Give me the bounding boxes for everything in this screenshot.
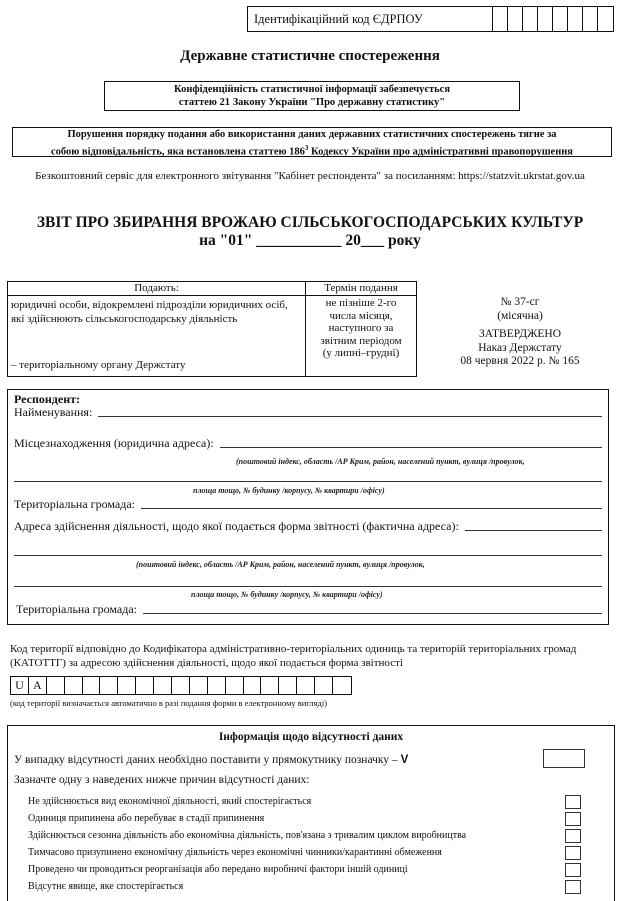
legal-address-input-line-2[interactable] — [14, 481, 602, 482]
katottg-code-field — [10, 676, 352, 695]
no-data-title: Інформація щодо відсутності даних — [218, 731, 404, 743]
actual-address-label: Адреса здійснення діяльності, щодо якої подається форма звітності (фактична адреса): — [14, 519, 459, 533]
address-hint: (поштовий індекс, область /АР Крим, район, населений пункт, вулиця /провулок, — [236, 457, 525, 466]
respondent-title: Респондент: — [14, 392, 80, 406]
reason-checkbox[interactable] — [565, 880, 581, 894]
katottg-cell[interactable] — [154, 677, 172, 694]
name-input-line[interactable] — [98, 415, 602, 417]
submit-to-text: – територіальному органу Держстату — [11, 359, 186, 371]
reason-checkbox[interactable] — [565, 795, 581, 809]
free-service-note: Безкоштовний сервіс для електронного звітування "Кабінет респондента" за посиланням: https://statzvit.ukrstat.gov.ua — [35, 170, 585, 182]
reason-label: Одиниця припинена або перебуває в стадії припинення — [28, 813, 265, 824]
deadline-line: (у липні–грудні) — [322, 347, 400, 359]
approved-label: ЗАТВЕРДЖЕНО — [478, 328, 562, 340]
edrpou-cell[interactable] — [583, 7, 598, 31]
form-periodicity: (місячна) — [497, 309, 543, 322]
reason-item — [28, 793, 588, 810]
katottg-description: Код території відповідно до Кодифікатора адміністративно-територіальних одиниць та територій територіальних громад (КАТОТТГ) за адресою здійснення діяльності, щодо якої подається форма звітності — [10, 643, 577, 669]
deadline-line: числа місяця, — [329, 309, 393, 322]
community-label-2: Територіальна громада: — [16, 602, 137, 616]
violation-line-2 — [13, 142, 611, 159]
katottg-cell[interactable] — [261, 677, 279, 694]
reasons-list — [28, 793, 588, 895]
reason-checkbox[interactable] — [565, 829, 581, 843]
violation-notice — [12, 127, 612, 157]
reason-label: Проведено чи проводиться реорганізація або передано виробничі фактори іншій одиниці — [28, 864, 408, 875]
edrpou-cell[interactable] — [523, 7, 538, 31]
actual-address-input-line[interactable] — [465, 529, 602, 531]
edrpou-cell[interactable] — [538, 7, 553, 31]
edrpou-cell[interactable] — [508, 7, 523, 31]
address-hint: площа тощо, № будинку /корпусу, № квартири /офісу) — [193, 486, 385, 495]
submitters-table — [7, 281, 417, 377]
katottg-cell[interactable] — [136, 677, 154, 694]
edrpou-cell[interactable] — [553, 7, 568, 31]
reason-checkbox[interactable] — [565, 846, 581, 860]
community-row-2 — [16, 602, 602, 617]
report-title-line-1: ЗВІТ ПРО ЗБИРАННЯ ВРОЖАЮ СІЛЬСЬКОГОСПОДАРСЬКИХ КУЛЬТУР — [36, 214, 584, 231]
katottg-cell-prefix: A — [29, 677, 47, 694]
reason-label: Тимчасово призупинено економічну діяльність через економічні чинники/карантинні обмеження — [28, 847, 442, 858]
community-row — [14, 497, 602, 512]
katottg-cell[interactable] — [118, 677, 136, 694]
violation-line-2-start: собою відповідальність, яка встановлена статтею 186 — [50, 146, 305, 157]
katottg-cell[interactable] — [83, 677, 101, 694]
approval-order: Наказ Держстату — [478, 341, 562, 354]
report-title-line-2: на "01" ___________ 20___ року — [199, 232, 421, 249]
violation-line-2-end: Кодексу України про адміністративні правопорушення — [308, 146, 573, 157]
table-row — [8, 296, 417, 377]
legal-address-input-line[interactable] — [220, 446, 602, 448]
reason-label: Здійснюється сезонна діяльність або економічна діяльність, пов'язана з тривалим циклом виробництва — [28, 830, 467, 841]
name-row — [14, 405, 602, 420]
reason-item — [28, 861, 588, 878]
no-data-section — [7, 725, 615, 901]
violation-line-1: Порушення порядку подання або використання даних державних статистичних спостережень тягне за — [67, 129, 557, 140]
katottg-note: (код території визначається автоматично в разі подання форми в електронному вигляді) — [10, 698, 328, 708]
reason-item — [28, 844, 588, 861]
report-title — [0, 214, 620, 250]
reason-item — [28, 827, 588, 844]
katottg-cell[interactable] — [172, 677, 190, 694]
confidentiality-line-1: Конфіденційність статистичної інформації забезпечується — [173, 84, 450, 95]
katottg-cell[interactable] — [279, 677, 297, 694]
katottg-cell[interactable] — [315, 677, 333, 694]
katottg-cell[interactable] — [226, 677, 244, 694]
header-deadline: Термін подання — [306, 282, 417, 296]
legal-address-row — [14, 436, 602, 451]
deadline-line: наступного за — [328, 322, 394, 334]
reasons-title: Зазначте одну з наведених нижче причин відсутності даних: — [14, 774, 310, 786]
edrpou-code-field — [247, 6, 614, 32]
no-data-mark-instruction — [14, 754, 408, 766]
violation-sup: 3 — [304, 143, 309, 152]
katottg-cell[interactable] — [47, 677, 65, 694]
actual-address-input-line-2[interactable] — [14, 555, 602, 556]
katottg-cell[interactable] — [190, 677, 208, 694]
katottg-cell[interactable] — [244, 677, 262, 694]
deadline-cell — [306, 296, 417, 377]
actual-address-row — [14, 519, 602, 534]
reason-label: Не здійснюється вид економічної діяльності, який спостерігається — [28, 796, 312, 807]
mark-symbol: V — [400, 754, 409, 766]
name-label: Найменування: — [14, 405, 93, 419]
reason-checkbox[interactable] — [565, 812, 581, 826]
katottg-cell[interactable] — [208, 677, 226, 694]
approval-date: 08 червня 2022 р. № 165 — [460, 355, 580, 367]
community-input-line-2[interactable] — [143, 612, 602, 614]
deadline-line: звітним періодом — [320, 334, 402, 347]
confidentiality-notice — [104, 81, 520, 111]
edrpou-cell[interactable] — [598, 7, 613, 31]
katottg-cell[interactable] — [333, 677, 351, 694]
form-info — [420, 296, 620, 369]
address-hint: площа тощо, № будинку /корпусу, № квартири /офісу) — [191, 590, 383, 599]
reason-item — [28, 810, 588, 827]
table-header-row — [8, 282, 417, 296]
edrpou-cell[interactable] — [493, 7, 508, 31]
katottg-cell-prefix: U — [11, 677, 29, 694]
form-number: № 37-сг — [500, 296, 540, 308]
deadline-line: не пізніше 2-го — [325, 297, 397, 309]
respondent-section — [7, 389, 609, 625]
community-input-line[interactable] — [141, 507, 602, 509]
mark-text: У випадку відсутності даних необхідно поставити у прямокутнику позначку – — [14, 754, 398, 766]
community-label: Територіальна громада: — [14, 497, 135, 511]
address-hint: (поштовий індекс, область /АР Крим, район, населений пункт, вулиця /провулок, — [136, 560, 425, 569]
reason-item — [28, 878, 588, 895]
observation-heading: Державне статистичне спостереження — [180, 48, 440, 64]
edrpou-label: Ідентифікаційний код ЄДРПОУ — [248, 7, 493, 31]
no-data-checkbox[interactable] — [543, 749, 585, 768]
edrpou-cell[interactable] — [568, 7, 583, 31]
submitters-text: юридичні особи, відокремлені підрозділи юридичних осіб, які здійснюють сільськогосподарську діяльність — [11, 299, 288, 325]
reason-label: Відсутнє явище, яке спостерігається — [28, 881, 184, 892]
katottg-cell[interactable] — [100, 677, 118, 694]
header-submitters: Подають: — [8, 282, 306, 296]
actual-address-input-line-3[interactable] — [14, 586, 602, 587]
katottg-cell[interactable] — [65, 677, 83, 694]
submitters-cell — [8, 296, 306, 377]
katottg-cell[interactable] — [297, 677, 315, 694]
confidentiality-line-2: статтею 21 Закону України "Про державну статистику" — [178, 97, 446, 108]
reason-checkbox[interactable] — [565, 863, 581, 877]
legal-address-label: Місцезнаходження (юридична адреса): — [14, 436, 214, 450]
